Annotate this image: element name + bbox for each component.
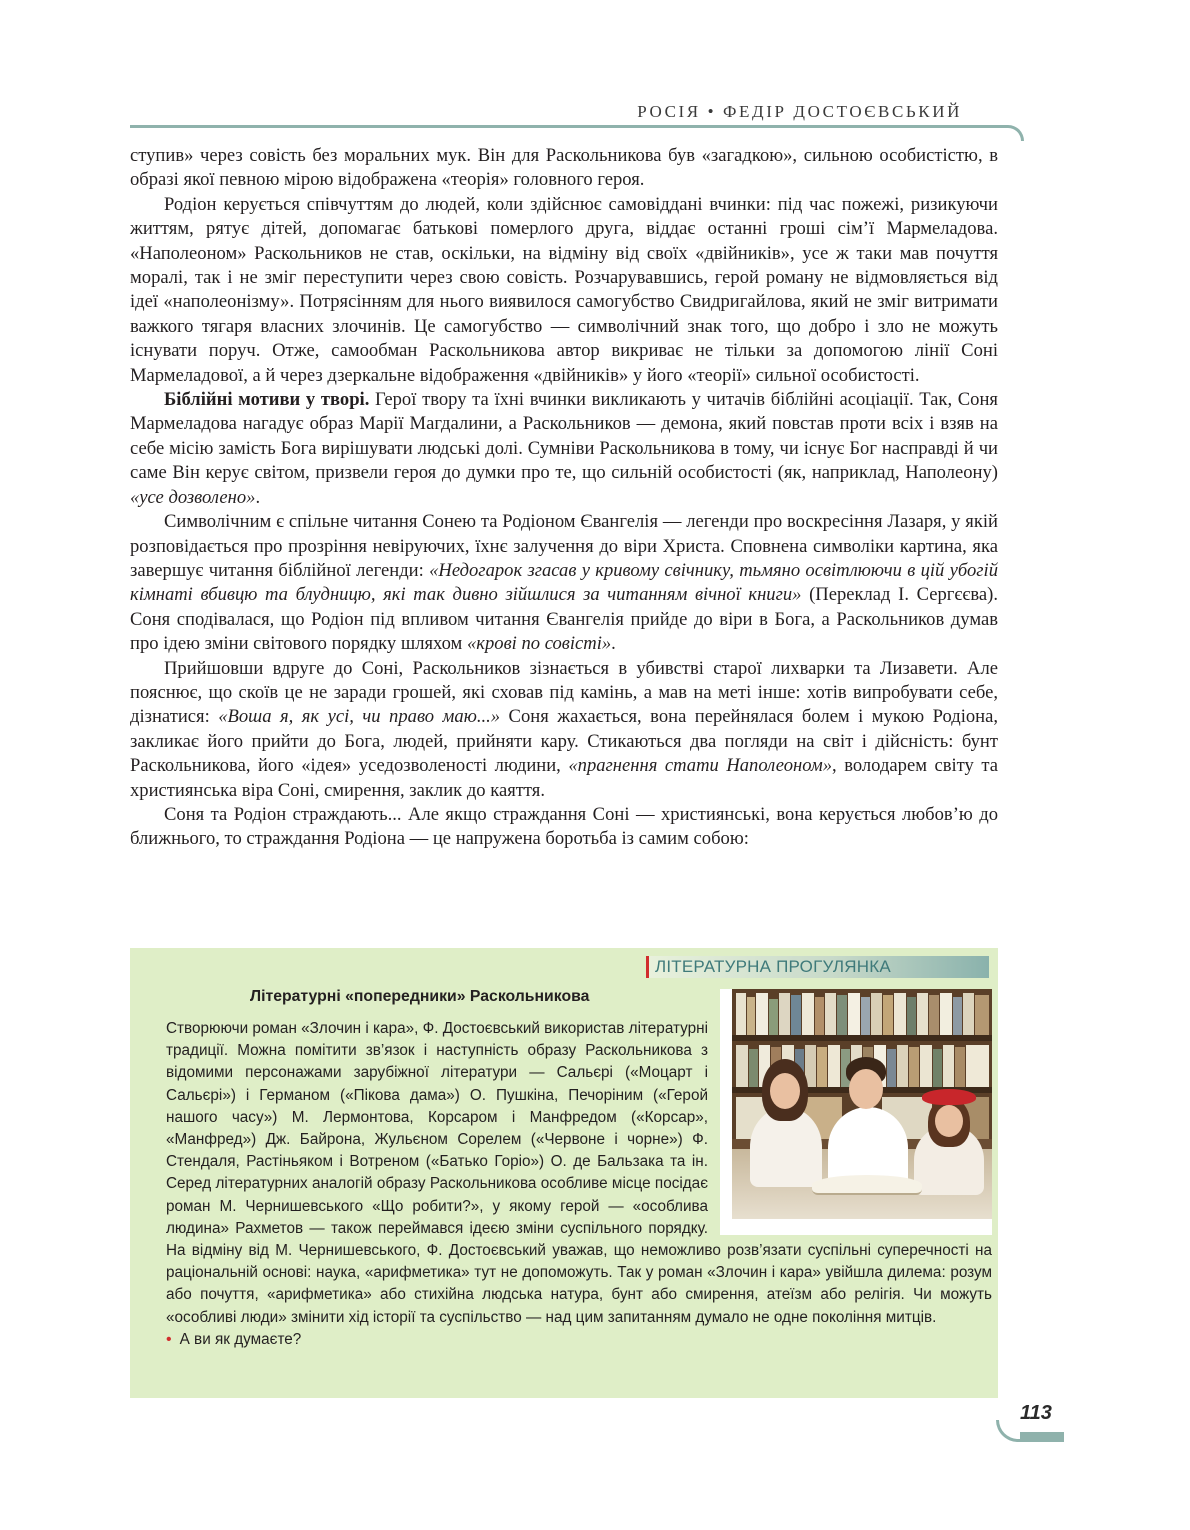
photo-frame bbox=[720, 989, 992, 1235]
paragraph-3-text: Герої твору та їхні вчинки викликають у читачів біблійні асоціації. Так, Соня Мармеладова нагадує образ Марії Магдалини, а Раскольников — демона, який повстав проти всіх і взяв на себе місію замість Бога вирішувати людські долі. Сумніви Раскольникова в тому, чи існує Бог насправді й чи саме Він керує світом, призвели героя до думки про те, що сильній особистості (як, наприклад, Наполеону) bbox=[130, 389, 998, 484]
paragraph-3-end: . bbox=[255, 486, 261, 508]
literary-walk-sidebar bbox=[130, 948, 998, 1398]
main-text bbox=[130, 144, 998, 852]
sidebar-question bbox=[166, 1329, 992, 1351]
paragraph-6: Соня та Родіон страждають... Але якщо страждання Соні — християнські, вона керується любов’ю до ближнього, то страждання Родіона — це напружена боротьба із самим собою: bbox=[130, 803, 998, 850]
page-number: 113 bbox=[1020, 1402, 1052, 1424]
sidebar-tag bbox=[646, 956, 989, 978]
running-header bbox=[0, 100, 1190, 140]
header-title: РОСІЯ • ФЕДІР ДОСТОЄВСЬКИЙ bbox=[637, 102, 962, 121]
sidebar-text: Створюючи роман «Злочин і кара», Ф. Достоєвський використав літературні традиції. Можна помітити зв’язок і наступність образу Раскольникова з відомими персонажами зарубіжної літератури — Сальєрі («Моцарт і Сальєрі») і Германом («Пікова дама») О. Пушкіна, Печоріним («Герой нашого часу») М. Лермонтова, Корсаром і Манфредом («Корсар», «Манфред») Дж. Байрона, Жульєном Сорелем («Червоне і чорне») Ф. Стендаля, Растіньяком і Вотреном («Батько Горіо») О. де Бальзака та ін. Серед літературних аналогій образу Раскольникова особливе місце посідає роман М. Чернишевського «Що робити?», у якому герой — «особлива людина» Рахметов — також переймався ідеєю зміни суспільного порядку. На відміну від М. Чернишевського, Ф. Достоєвський уважав, що неможливо розв’язати суспільні суперечності на раціональній основі: наука, «арифметика» тут не допоможуть. Так у роман «Злочин і кара» увійшла дилема: розум або почуття, «арифметика» або стихійна людська натура, бунт або смирення, атеїзм або релігія. Чи можуть «особливі люди» змінити хід історії та суспільство — над цим запитанням думало не одне покоління митців. bbox=[166, 1020, 992, 1326]
sidebar-title: Літературні «попередники» Раскольникова bbox=[250, 988, 590, 1005]
paragraph-5-after: Соня жахається, вона перейнялася болем і мукою Родіона, закликає його прийти до Бога, людей, прийняти кару. Стикаються два погляди на світ і дійсність: бунт Раскольникова, його «ідея» уседозволеності людини, bbox=[130, 706, 999, 777]
bullet-icon: • bbox=[166, 1330, 172, 1348]
flower-wreath bbox=[922, 1089, 976, 1105]
paragraph-3 bbox=[130, 388, 998, 510]
open-book bbox=[812, 1175, 922, 1195]
paragraph-4-quote2: «крові по совісті» bbox=[466, 633, 612, 655]
paragraph-5-quote2: «прагнення стати Наполеоном» bbox=[568, 755, 833, 777]
paragraph-5 bbox=[130, 657, 998, 803]
section-heading-biblical: Біблійні мотиви у творі. bbox=[164, 389, 370, 411]
sidebar-question-text: А ви як думаєте? bbox=[179, 1330, 302, 1348]
header-curl bbox=[990, 125, 1024, 141]
header-rule bbox=[130, 125, 1000, 128]
girl-left-face bbox=[770, 1073, 800, 1109]
paragraph-5-text: Прийшовши вдруге до Соні, Раскольников зізнається в убивстві старої лихварки та Лизавети. Але пояснює, що скоїв це не заради грошей, які сховав під камінь, а мав на меті інше: хотів випробувати себе, дізнатися: bbox=[130, 657, 998, 728]
footer-rule bbox=[1020, 1432, 1064, 1442]
students-reading-photo bbox=[732, 989, 992, 1219]
paragraph-4-end: . bbox=[611, 633, 616, 655]
paragraph-4-text: Символічним є спільне читання Сонею та Родіоном Євангелія — легенди про воскресіння Лазаря, у якій розповідається про прозріння невіруючих, їхнє залучення до віри Христа. Сповнена символіки картина, яка завершує читання біблійної легенди: bbox=[130, 511, 998, 581]
sidebar-tag-label: ЛІТЕРАТУРНА ПРОГУЛЯНКА bbox=[655, 957, 891, 976]
boy-center-face bbox=[849, 1069, 883, 1109]
paragraph-1: ступив» через совість без моральних мук. Він для Раскольникова був «загадкою», сильною особистістю, в образі якої певною мірою відображена «теорія» головного героя. bbox=[130, 145, 998, 191]
paragraph-2: Родіон керується співчуттям до людей, коли здійснює самовіддані вчинки: під час пожежі, ризикуючи життям, рятує дітей, допомагає батькові померлого друга, віддає останні гроші сім’ї Мармеладова. «Наполеоном» Раскольников не став, оскільки, на відміну від своїх «двійників», усе ж таки мав почуття моралі, так і не зміг переступити через свою совість. Розчарувавшись, герой роману не відмовляється від ідеї «наполеонізму». Потрясінням для нього виявилося самогубство Свидригайлова, який не зміг витримати важкого тягаря власних злочинів. Це самогубство — символічний знак того, що добро і зло не можуть існувати поруч. Отже, самообман Раскольникова автор викриває не тільки за допомогою лінії Соні Мармеладової, а й через дзеркальне відображення «двійників» у його «теорії» сильної особистості. bbox=[130, 193, 998, 386]
girl-right-face bbox=[935, 1105, 963, 1137]
paragraph-4-quote: «Недогарок згасав у кривому свічнику, тьмяно освітлюючи в цій убогій кімнаті вбивцю та блудницю, які так дивно зійшлися за читанням вічної книги» bbox=[130, 559, 998, 606]
paragraph-5-quote: «Воша я, як усі, чи право маю...» bbox=[218, 706, 501, 728]
paragraph-3-italic: «усе дозволено» bbox=[130, 486, 256, 508]
sidebar-body bbox=[166, 1018, 992, 1351]
paragraph-4-after: (Переклад І. Сергєєва). Соня сподівалася, що Родіон під впливом читання Євангелія прийде до віри в Бога, а Раскольников думав про ідею зміни світового порядку шляхом bbox=[130, 584, 998, 655]
paragraph-4 bbox=[130, 510, 998, 656]
paragraph-5-end: , володарем світу та християнська віра Соні, смирення, заклик до каяття. bbox=[130, 755, 998, 801]
